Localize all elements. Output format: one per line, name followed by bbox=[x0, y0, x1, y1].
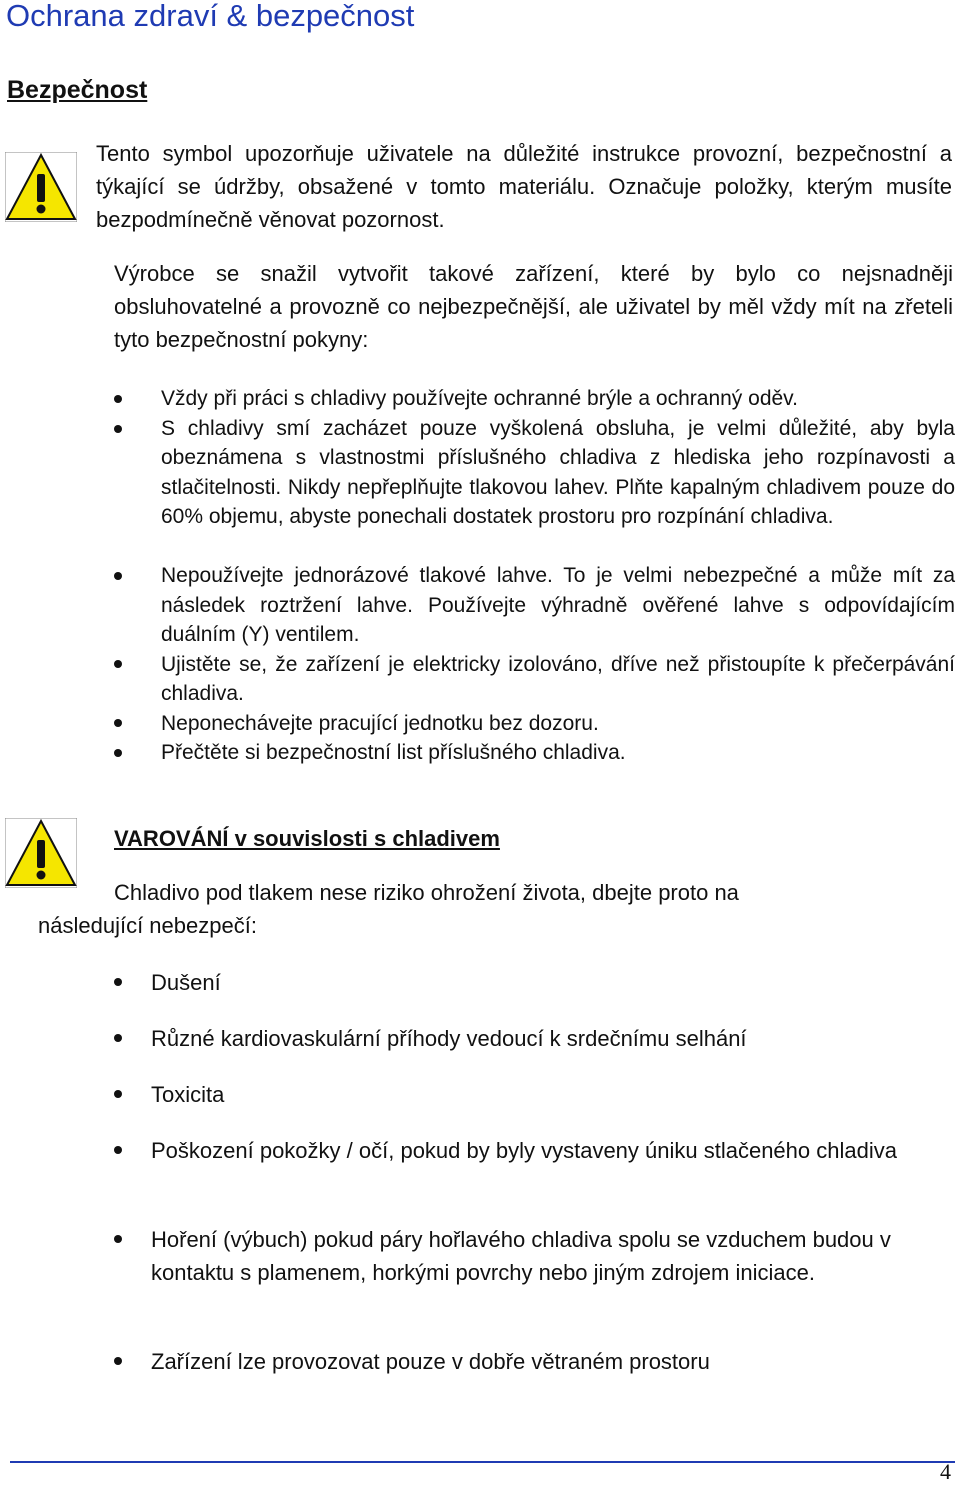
bullet bbox=[114, 572, 122, 580]
warning-heading: VAROVÁNÍ v souvislosti s chladivem bbox=[114, 826, 500, 851]
hazard-item: Dušení bbox=[151, 970, 221, 995]
list-item: S chladivy smí zacházet pouze vyškolená obsluha, je velmi důležité, aby byla obeznámena s vlastnostmi příslušného chladiva z hlediska jeho rozpínavosti a stlačitelnosti. Nikdy nepřeplňujte tlakovou lahev. Plňte kapalným chladivem pouze do 60% objemu, abyste ponechali dostatek prostoru pro rozpínání chladiva. bbox=[161, 416, 955, 528]
bullet bbox=[114, 719, 122, 727]
list-item: Ujistěte se, že zařízení je elektricky izolováno, dříve než přistoupíte k přečerpávání chladiva. bbox=[161, 652, 955, 705]
bullet bbox=[114, 660, 122, 668]
list-item: Nepoužívejte jednorázové tlakové lahve. To je velmi nebezpečné a může mít za následek roztržení lahve. Používejte výhradně ověřené lahve s odpovídajícím duálním (Y) ventilem. bbox=[161, 564, 955, 646]
bullet bbox=[114, 1357, 122, 1365]
list-item: Neponechávejte pracující jednotku bez dozoru. bbox=[161, 711, 599, 735]
safety-list bbox=[161, 384, 955, 768]
warning-triangle-icon bbox=[5, 152, 77, 222]
footer-rule bbox=[10, 1461, 955, 1463]
bullet bbox=[114, 395, 122, 403]
bullet bbox=[114, 1090, 122, 1098]
hazard-item: Poškození pokožky / očí, pokud by byly vystaveny úniku stlačeného chladiva bbox=[151, 1138, 897, 1163]
bullet bbox=[114, 1235, 122, 1243]
list-item: Vždy při práci s chladivy používejte ochranné brýle a ochranný oděv. bbox=[161, 387, 798, 410]
bullet bbox=[114, 425, 122, 433]
bullet bbox=[114, 749, 122, 757]
list-item: Přečtěte si bezpečnostní list příslušného chladiva. bbox=[161, 741, 626, 764]
symbol-description: Tento symbol upozorňuje uživatele na důležité instrukce provozní, bezpečnostní a týkající se údržby, obsažené v tomto materiálu. Označuje položky, kterým musíte bezpodmínečně věnovat pozornost. bbox=[96, 141, 952, 232]
hazard-item: Toxicita bbox=[151, 1082, 225, 1107]
section-heading-safety: Bezpečnost bbox=[7, 76, 148, 104]
hazard-item: Hoření (výbuch) pokud páry hořlavého chladiva spolu se vzduchem budou v kontaktu s plamenem, horkými povrchy nebo jiným zdrojem iniciace. bbox=[151, 1227, 891, 1285]
bullet bbox=[114, 1146, 122, 1154]
warning-triangle-icon bbox=[5, 818, 77, 888]
hazard-item: Různé kardiovaskulární příhody vedoucí k srdečnímu selhání bbox=[151, 1026, 747, 1051]
warning-intro-line2: následující nebezpečí: bbox=[38, 913, 257, 938]
bullet bbox=[114, 1034, 122, 1042]
safety-intro: Výrobce se snažil vytvořit takové zařízení, které by bylo co nejsnadněji obsluhovatelné a provozně co nejbezpečnější, ale uživatel by měl vždy mít na zřeteli tyto bezpečnostní pokyny: bbox=[114, 261, 953, 352]
hazard-item: Zařízení lze provozovat pouze v dobře větraném prostoru bbox=[151, 1349, 710, 1374]
page-number: 4 bbox=[940, 1459, 951, 1484]
warning-intro-line1: Chladivo pod tlakem nese riziko ohrožení života, dbejte proto na bbox=[114, 880, 739, 905]
page-title: Ochrana zdraví & bezpečnost bbox=[6, 0, 415, 33]
bullet bbox=[114, 978, 122, 986]
